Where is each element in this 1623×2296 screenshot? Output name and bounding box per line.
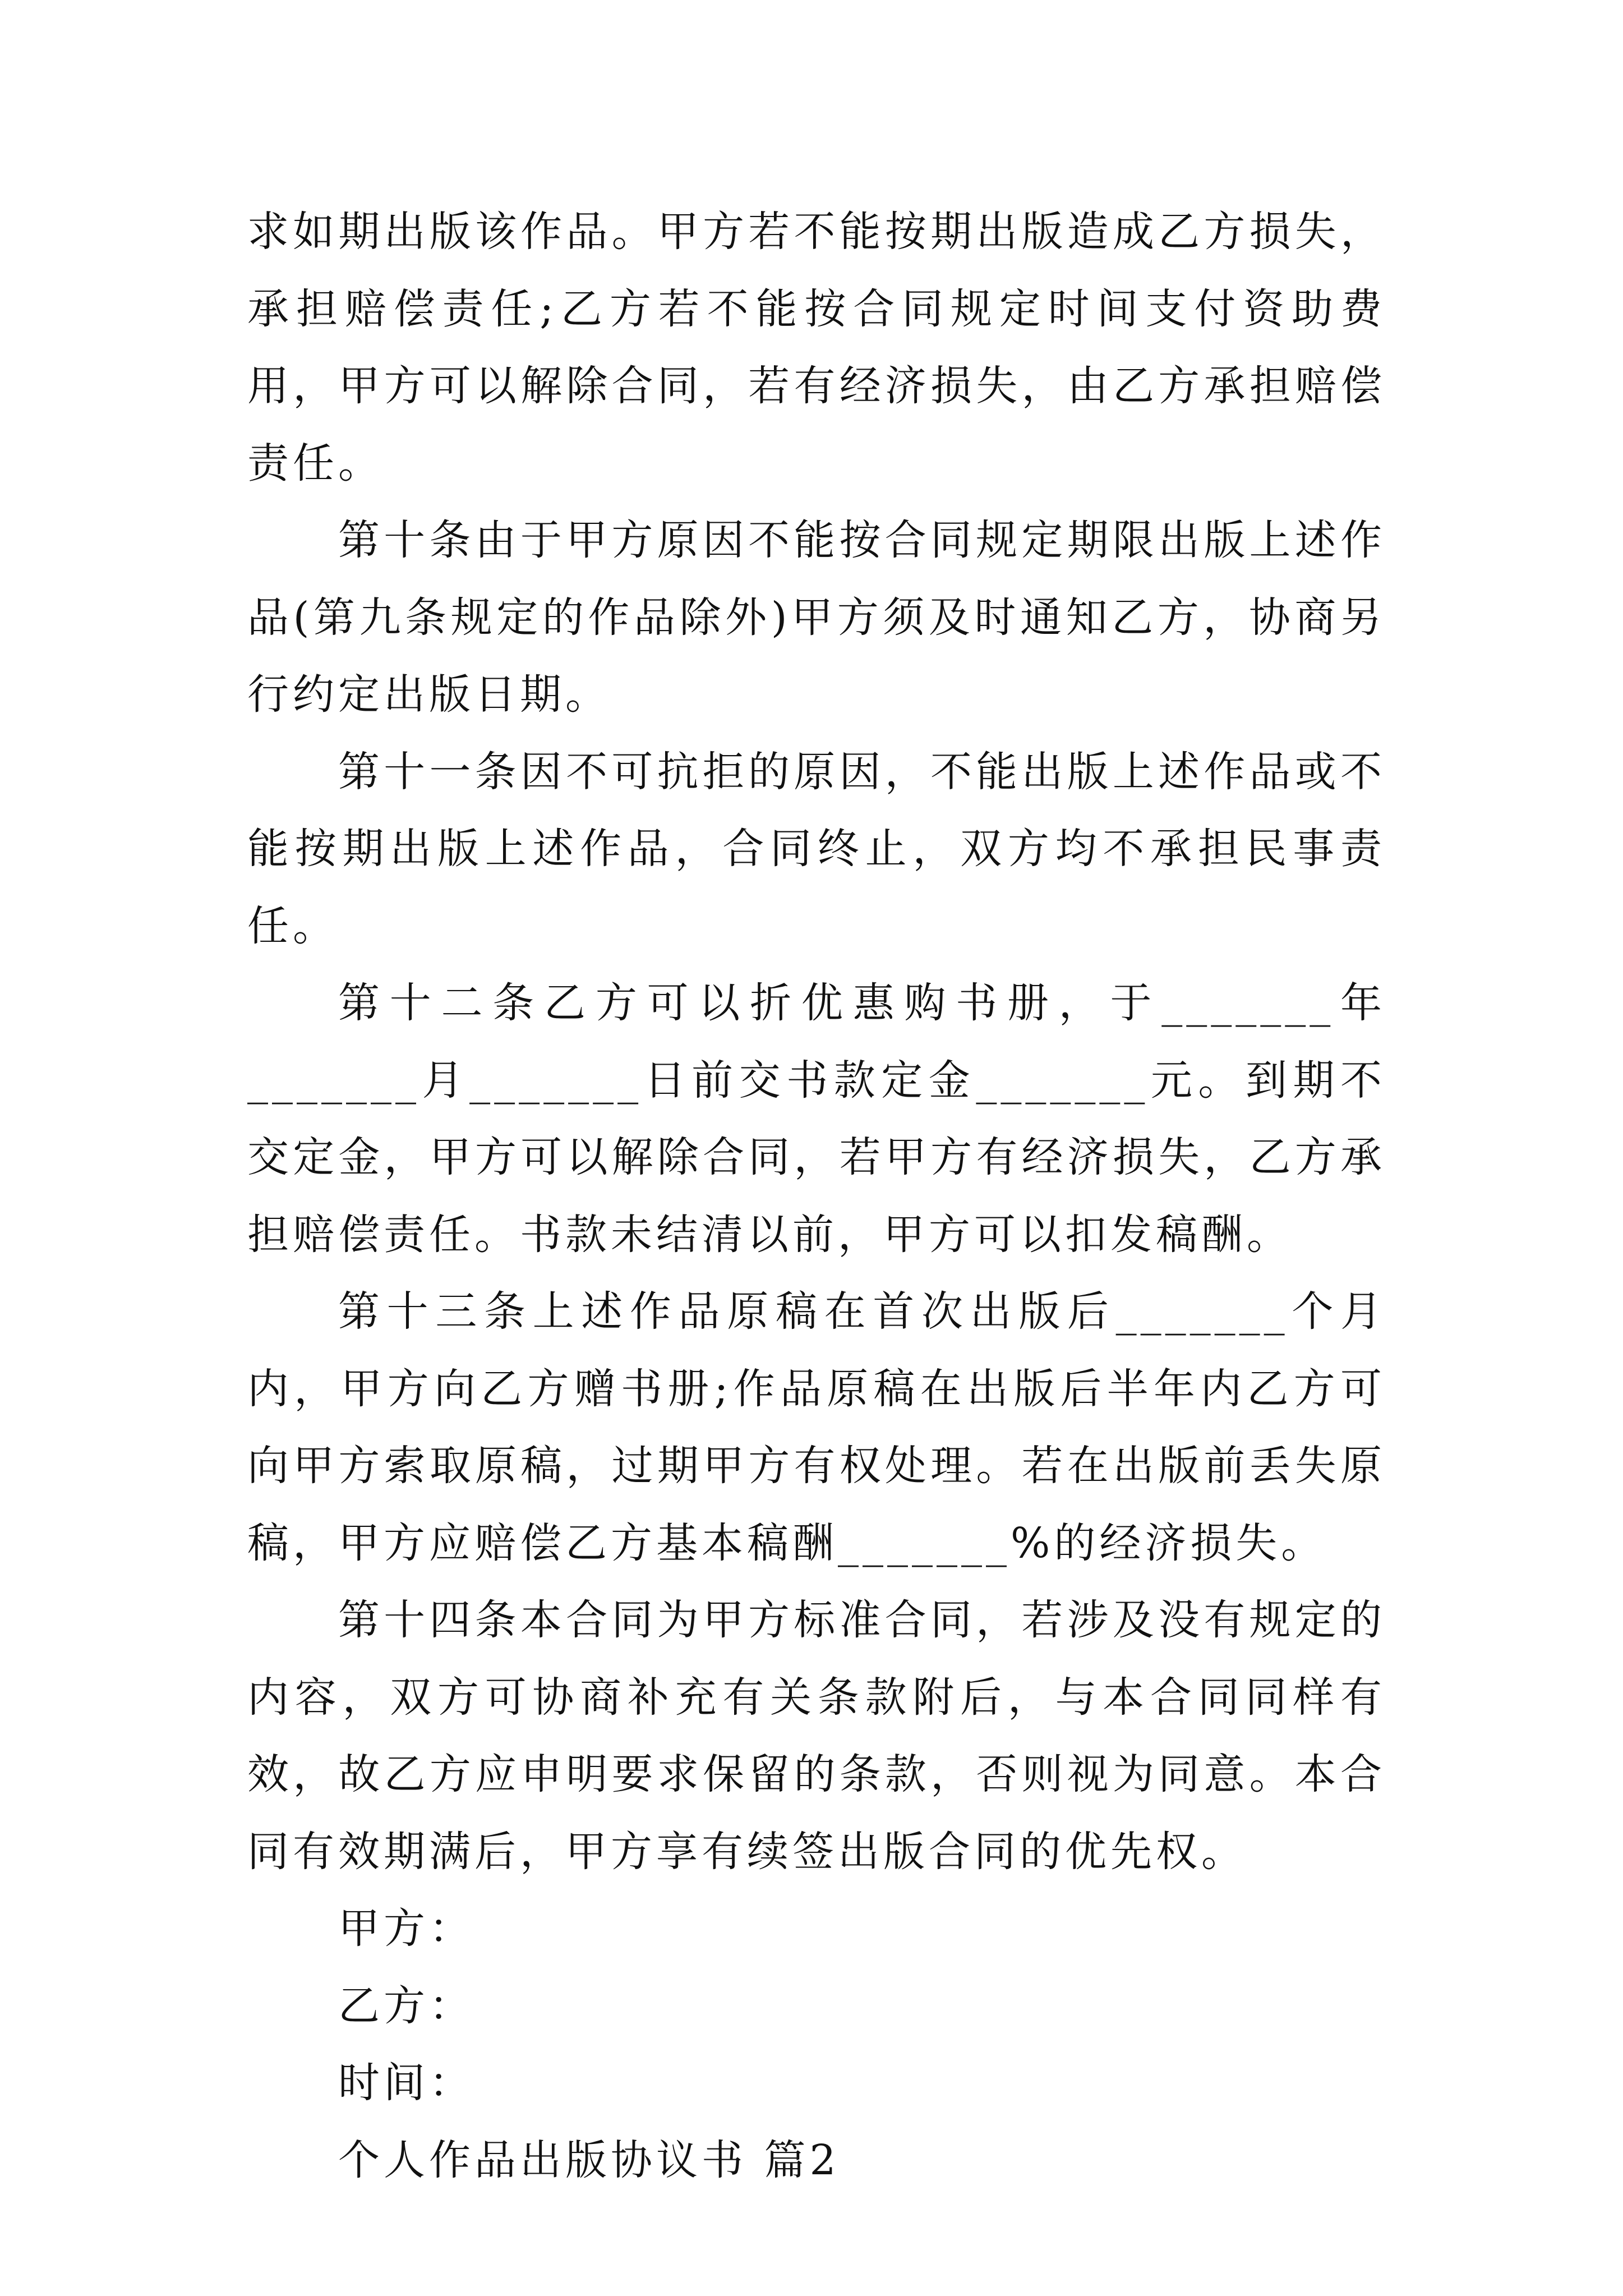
paragraph-continuation: 求如期出版该作品。甲方若不能按期出版造成乙方损失，承担赔偿责任;乙方若不能按合同规定时间支付资助费用，甲方可以解除合同，若有经济损失，由乙方承担赔偿责任。 [247,208,1386,487]
party-a-signature-line: 甲方： [338,1904,474,1953]
party-b-signature-line: 乙方： [338,1981,474,2030]
time-line: 时间： [338,2059,474,2107]
paragraph-article-14: 第十四条本合同为甲方标准合同，若涉及没有规定的内容，双方可协商补充有关条款附后，与本合同同样有效，故乙方应申明要求保留的条款，否则视为同意。本合同有效期满后，甲方享有续签出版合同的优先权。 [247,1596,1386,1876]
next-section-heading: 个人作品出版协议书 篇2 [338,2136,840,2184]
paragraph-article-11: 第十一条因不可抗拒的原因，不能出版上述作品或不能按期出版上述作品，合同终止，双方均不承担民事责任。 [247,747,1386,950]
paragraph-article-10: 第十条由于甲方原因不能按合同规定期限出版上述作品(第九条规定的作品除外)甲方须及时通知乙方，协商另行约定出版日期。 [247,516,1386,719]
document-body [247,194,1386,2199]
paragraph-article-12: 第十二条乙方可以折优惠购书册，于_______年_______月_______日前交书款定金_______元。到期不交定金，甲方可以解除合同，若甲方有经济损失，乙方承担赔偿责任。书款未结清以前，甲方可以扣发稿酬。 [247,979,1386,1259]
paragraph-article-13: 第十三条上述作品原稿在首次出版后_______个月内，甲方向乙方赠书册;作品原稿在出版后半年内乙方可向甲方索取原稿，过期甲方有权处理。若在出版前丢失原稿，甲方应赔偿乙方基本稿酬_______%的经济损失。 [247,1287,1386,1567]
